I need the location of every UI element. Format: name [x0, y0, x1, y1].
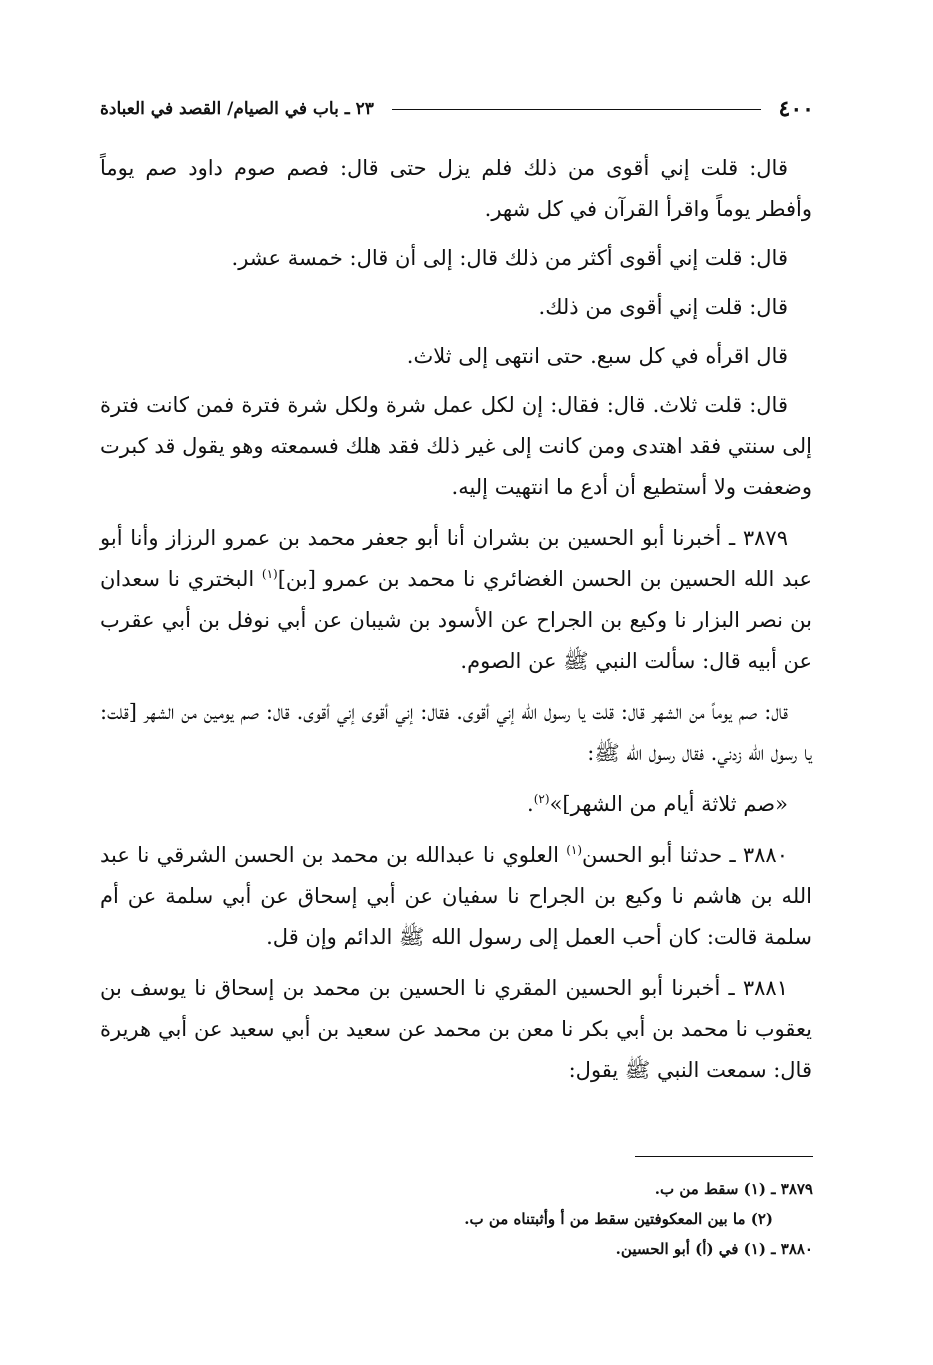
footnote: ٣٨٧٩ ـ (١) سقط من ب. — [654, 1180, 813, 1198]
paragraph — [100, 148, 812, 230]
paragraph-text: «صم ثلاثة أيام من الشهر]» — [549, 792, 788, 816]
running-header — [100, 92, 814, 126]
paragraph-text: ٣٨٨٠ ـ حدثنا أبو الحسن — [582, 843, 788, 867]
paragraph-text: قال اقرأه في كل سبع. حتى انتهى إلى ثلاث. — [406, 344, 788, 368]
hadith-3879 — [100, 518, 812, 682]
paragraph-text: قال: قلت إني أقوى أكثر من ذلك قال: إلى أن قال: خمسة عشر. — [231, 246, 788, 270]
paragraph — [100, 784, 812, 825]
footnote: ٣٨٨٠ ـ (١) في (أ) أبو الحسين. — [615, 1240, 813, 1258]
paragraph-text: قال: صم يوماً من الشهر قال: قلت يا رسول الله إني أقوى. فقال: إني أقوى إني أقوى. قال: صم يومين من الشهر [قلت: يا رسول الله زدني. فقال رسول الله ﷺ: — [100, 700, 812, 765]
footnote-marker: (٢) — [533, 792, 550, 806]
paragraph-text: قال: قلت إني أقوى من ذلك. — [538, 295, 788, 319]
paragraph-text: قال: قلت ثلاث. قال: فقال: إن لكل عمل شرة ولكل شرة فترة فمن كانت فترة إلى سنتي فقد اهتدى ومن كانت إلى غير ذلك فقد هلك فسمعته وهو يقول قد كبرت وضعفت ولا أستطيع أن أدع ما انتهيت إليه. — [100, 393, 812, 499]
paragraph — [100, 385, 812, 508]
paragraph-text: ٣٨٨١ ـ أخبرنا أبو الحسين المقري نا الحسين بن محمد بن إسحاق نا يوسف بن يعقوب نا محمد بن أبي بكر نا معن بن محمد عن سعيد بن أبي سعيد عن أبي هريرة قال: سمعت النبي ﷺ يقول: — [100, 976, 812, 1082]
footnote-marker: (١) — [566, 843, 583, 857]
paragraph-text: قال: قلت إني أقوى من ذلك فلم يزل حتى قال: فصم صوم داود صم يوماً وأفطر يوماً واقرأ القرآن في كل شهر. — [100, 156, 812, 221]
hadith-3880 — [100, 835, 812, 958]
paragraph-text: ٣٨٧٩ ـ أخبرنا أبو الحسين بن بشران أنا أبو جعفر محمد بن عمرو الرزاز وأنا أبو عبد الله الحسين بن الحسن الغضائري نا محمد بن عمرو [بن] — [100, 526, 812, 591]
page-number: ٤٠٠ — [778, 96, 814, 122]
paragraph-text: البختري نا سعدان بن نصر البزار نا وكيع بن الجراح عن الأسود بن شيبان عن أبي نوفل بن أبي عقرب عن أبيه قال: سألت النبي ﷺ عن الصوم. — [100, 567, 812, 673]
body-text — [100, 148, 812, 1101]
paragraph-text: العلوي نا عبدالله بن محمد بن الحسن الشرقي نا عبد الله بن هاشم نا وكيع بن الجراح نا سفيان عن أبي إسحاق عن أبي سلمة عن أم سلمة قالت: كان أحب العمل إلى رسول الله ﷺ الدائم وإن قل. — [100, 843, 812, 949]
hadith-3881 — [100, 968, 812, 1091]
paragraph-text: . — [527, 792, 534, 816]
footnote-marker: (١) — [261, 567, 278, 581]
paragraph — [100, 287, 812, 328]
paragraph — [100, 238, 812, 279]
paragraph — [100, 336, 812, 377]
paragraph — [100, 692, 812, 774]
chapter-title: ٢٣ ـ باب في الصيام/ القصد في العبادة — [100, 99, 374, 119]
footnote-rule — [635, 1156, 813, 1157]
footnotes — [253, 1174, 813, 1264]
footnote: (٢) ما بين المعكوفتين سقط من أ وأثبتناه من ب. — [464, 1210, 773, 1228]
header-rule — [392, 109, 761, 110]
